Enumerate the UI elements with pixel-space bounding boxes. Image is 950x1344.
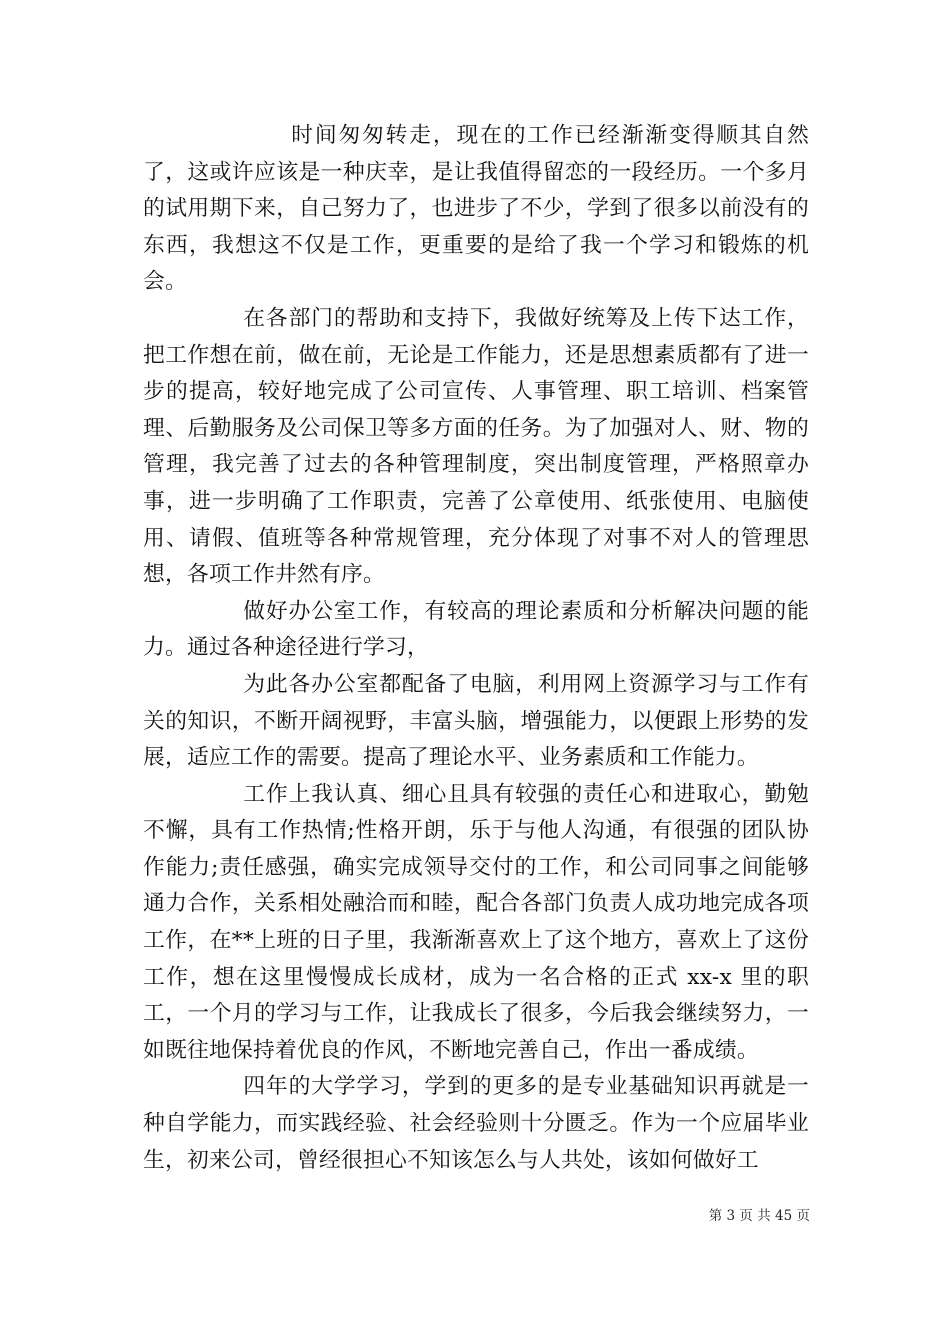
- paragraph-4: 为此各办公室都配备了电脑，利用网上资源学习与工作有关的知识，不断开阔视野，丰富头脑，增强能力，以便跟上形势的发展，适应工作的需要。提高了理论水平、业务素质和工作能力。: [143, 671, 809, 771]
- paragraph-3: 做好办公室工作，有较高的理论素质和分析解决问题的能力。通过各种途径进行学习，: [143, 598, 809, 661]
- paragraph-2: 在各部门的帮助和支持下，我做好统筹及上传下达工作，把工作想在前，做在前，无论是工作能力，还是思想素质都有了进一步的提高，较好地完成了公司宣传、人事管理、职工培训、档案管理、后勤服务及公司保卫等多方面的任务。为了加强对人、财、物的管理，我完善了过去的各种管理制度，突出制度管理，严格照章办事，进一步明确了工作职责，完善了公章使用、纸张使用、电脑使用、请假、值班等各种常规管理，充分体现了对事不对人的管理思想，各项工作井然有序。: [143, 305, 809, 588]
- paragraph-6: 四年的大学学习，学到的更多的是专业基础知识再就是一种自学能力，而实践经验、社会经验则十分匮乏。作为一个应届毕业生，初来公司，曾经很担心不知该怎么与人共处，该如何做好工: [143, 1074, 809, 1173]
- paragraph-5: 工作上我认真、细心且具有较强的责任心和进取心，勤勉不懈，具有工作热情;性格开朗，乐于与他人沟通，有很强的团队协作能力;责任感强，确实完成领导交付的工作，和公司同事之间能够通力合作，关系相处融洽而和睦，配合各部门负责人成功地完成各项工作，在**上班的日子里，我渐渐喜欢上了这个地方，喜欢上了这份工作，想在这里慢慢成长成材，成为一名合格的正式 xx-x 里的职工，一个月的学习与工作，让我成长了很多，今后我会继续努力，一如既往地保持着优良的作风，不断地完善自己，作出一番成绩。: [143, 781, 809, 1063]
- paragraph-1: 时间匆匆转走，现在的工作已经渐渐变得顺其自然了，这或许应该是一种庆幸，是让我值得留恋的一段经历。一个多月的试用期下来，自己努力了，也进步了不少，学到了很多以前没有的东西，我想这不仅是工作，更重要的是给了我一个学习和锻炼的机会。: [143, 123, 809, 295]
- document-body: [143, 118, 809, 1179]
- page-number-footer: 第 3 页 共 45 页: [708, 1208, 810, 1224]
